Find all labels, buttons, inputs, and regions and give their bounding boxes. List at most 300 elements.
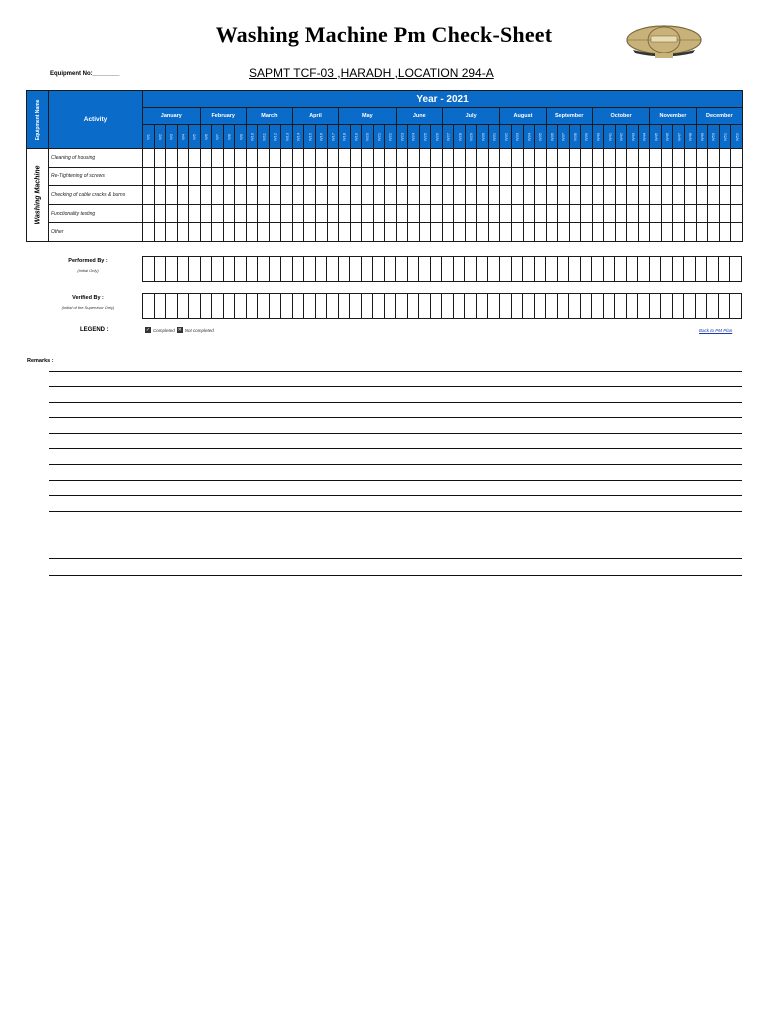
performed-initial-box[interactable] <box>523 257 535 282</box>
verified-initial-box[interactable] <box>384 294 396 319</box>
check-cell[interactable] <box>350 204 362 223</box>
check-cell[interactable] <box>708 167 720 186</box>
performed-initial-box[interactable] <box>338 257 350 282</box>
verified-initial-box[interactable] <box>281 294 293 319</box>
check-cell[interactable] <box>696 223 708 242</box>
remarks-line[interactable] <box>49 417 742 418</box>
verified-initial-box[interactable] <box>258 294 270 319</box>
equipment-number-field[interactable]: Equipment No:________ <box>50 71 120 77</box>
check-cell[interactable] <box>535 149 547 168</box>
check-cell[interactable] <box>339 186 351 205</box>
check-cell[interactable] <box>385 223 397 242</box>
check-cell[interactable] <box>258 167 270 186</box>
check-cell[interactable] <box>385 204 397 223</box>
check-cell[interactable] <box>731 167 743 186</box>
performed-initial-box[interactable] <box>258 257 270 282</box>
performed-initial-box[interactable] <box>154 257 166 282</box>
check-cell[interactable] <box>581 204 593 223</box>
check-cell[interactable] <box>731 149 743 168</box>
check-cell[interactable] <box>512 149 524 168</box>
check-cell[interactable] <box>223 186 235 205</box>
verified-initial-box[interactable] <box>246 294 258 319</box>
performed-initial-box[interactable] <box>626 257 638 282</box>
remarks-line[interactable] <box>49 386 742 387</box>
verified-initial-box[interactable] <box>361 294 373 319</box>
check-cell[interactable] <box>627 167 639 186</box>
check-cell[interactable] <box>200 186 212 205</box>
remarks-line[interactable] <box>49 371 742 372</box>
check-cell[interactable] <box>223 149 235 168</box>
check-cell[interactable] <box>454 223 466 242</box>
check-cell[interactable] <box>673 223 685 242</box>
check-cell[interactable] <box>143 223 155 242</box>
check-cell[interactable] <box>558 204 570 223</box>
check-cell[interactable] <box>431 223 443 242</box>
performed-initial-box[interactable] <box>695 257 707 282</box>
verified-initial-box[interactable] <box>580 294 592 319</box>
check-cell[interactable] <box>189 223 201 242</box>
verified-initial-box[interactable] <box>684 294 696 319</box>
check-cell[interactable] <box>408 167 420 186</box>
check-cell[interactable] <box>442 149 454 168</box>
check-cell[interactable] <box>604 186 616 205</box>
check-cell[interactable] <box>396 149 408 168</box>
remarks-line[interactable] <box>49 402 742 403</box>
check-cell[interactable] <box>431 149 443 168</box>
check-cell[interactable] <box>373 149 385 168</box>
check-cell[interactable] <box>419 167 431 186</box>
check-cell[interactable] <box>143 149 155 168</box>
performed-initial-box[interactable] <box>269 257 281 282</box>
check-cell[interactable] <box>535 186 547 205</box>
check-cell[interactable] <box>327 167 339 186</box>
check-cell[interactable] <box>189 167 201 186</box>
check-cell[interactable] <box>269 167 281 186</box>
performed-initial-box[interactable] <box>407 257 419 282</box>
verified-initial-box[interactable] <box>695 294 707 319</box>
check-cell[interactable] <box>615 167 627 186</box>
performed-initial-box[interactable] <box>350 257 362 282</box>
check-cell[interactable] <box>592 149 604 168</box>
performed-initial-box[interactable] <box>684 257 696 282</box>
verified-initial-box[interactable] <box>166 294 178 319</box>
check-cell[interactable] <box>339 204 351 223</box>
check-cell[interactable] <box>419 149 431 168</box>
check-cell[interactable] <box>546 167 558 186</box>
verified-initial-box[interactable] <box>661 294 673 319</box>
check-cell[interactable] <box>177 149 189 168</box>
performed-initial-box[interactable] <box>592 257 604 282</box>
check-cell[interactable] <box>661 204 673 223</box>
check-cell[interactable] <box>696 167 708 186</box>
check-cell[interactable] <box>500 186 512 205</box>
check-cell[interactable] <box>431 204 443 223</box>
check-cell[interactable] <box>154 149 166 168</box>
check-cell[interactable] <box>661 167 673 186</box>
check-cell[interactable] <box>212 149 224 168</box>
check-cell[interactable] <box>523 223 535 242</box>
check-cell[interactable] <box>661 223 673 242</box>
performed-initial-box[interactable] <box>488 257 500 282</box>
verified-initial-box[interactable] <box>569 294 581 319</box>
check-cell[interactable] <box>661 149 673 168</box>
check-cell[interactable] <box>327 149 339 168</box>
check-cell[interactable] <box>615 186 627 205</box>
verified-initial-box[interactable] <box>603 294 615 319</box>
verified-initial-box[interactable] <box>499 294 511 319</box>
check-cell[interactable] <box>292 204 304 223</box>
check-cell[interactable] <box>200 204 212 223</box>
check-cell[interactable] <box>281 149 293 168</box>
check-cell[interactable] <box>684 167 696 186</box>
check-cell[interactable] <box>673 149 685 168</box>
verified-initial-box[interactable] <box>430 294 442 319</box>
check-cell[interactable] <box>465 149 477 168</box>
check-cell[interactable] <box>546 223 558 242</box>
check-cell[interactable] <box>650 204 662 223</box>
check-cell[interactable] <box>350 186 362 205</box>
check-cell[interactable] <box>615 223 627 242</box>
check-cell[interactable] <box>235 223 247 242</box>
check-cell[interactable] <box>373 167 385 186</box>
check-cell[interactable] <box>731 186 743 205</box>
verified-initial-box[interactable] <box>707 294 719 319</box>
check-cell[interactable] <box>523 186 535 205</box>
check-cell[interactable] <box>200 223 212 242</box>
performed-initial-box[interactable] <box>730 257 742 282</box>
check-cell[interactable] <box>419 204 431 223</box>
check-cell[interactable] <box>523 204 535 223</box>
check-cell[interactable] <box>177 186 189 205</box>
check-cell[interactable] <box>315 167 327 186</box>
check-cell[interactable] <box>604 204 616 223</box>
check-cell[interactable] <box>235 186 247 205</box>
check-cell[interactable] <box>315 149 327 168</box>
check-cell[interactable] <box>592 167 604 186</box>
check-cell[interactable] <box>431 167 443 186</box>
performed-initial-box[interactable] <box>166 257 178 282</box>
check-cell[interactable] <box>396 167 408 186</box>
check-cell[interactable] <box>143 204 155 223</box>
check-cell[interactable] <box>650 223 662 242</box>
check-cell[interactable] <box>488 167 500 186</box>
check-cell[interactable] <box>154 167 166 186</box>
check-cell[interactable] <box>212 186 224 205</box>
verified-initial-box[interactable] <box>235 294 247 319</box>
performed-initial-box[interactable] <box>246 257 258 282</box>
verified-initial-box[interactable] <box>200 294 212 319</box>
check-cell[interactable] <box>558 186 570 205</box>
verified-initial-box[interactable] <box>154 294 166 319</box>
check-cell[interactable] <box>304 167 316 186</box>
check-cell[interactable] <box>315 204 327 223</box>
performed-initial-box[interactable] <box>649 257 661 282</box>
check-cell[interactable] <box>558 167 570 186</box>
check-cell[interactable] <box>154 186 166 205</box>
check-cell[interactable] <box>143 186 155 205</box>
check-cell[interactable] <box>408 186 420 205</box>
check-cell[interactable] <box>569 186 581 205</box>
check-cell[interactable] <box>350 149 362 168</box>
check-cell[interactable] <box>223 223 235 242</box>
back-to-pm-plan-link[interactable]: Back to PM Plan <box>699 328 733 333</box>
check-cell[interactable] <box>558 149 570 168</box>
check-cell[interactable] <box>592 186 604 205</box>
check-cell[interactable] <box>154 204 166 223</box>
performed-initial-box[interactable] <box>281 257 293 282</box>
check-cell[interactable] <box>177 223 189 242</box>
verified-initial-box[interactable] <box>212 294 224 319</box>
verified-initial-box[interactable] <box>523 294 535 319</box>
check-cell[interactable] <box>719 167 731 186</box>
check-cell[interactable] <box>673 204 685 223</box>
check-cell[interactable] <box>512 167 524 186</box>
remarks-line[interactable] <box>49 433 742 434</box>
check-cell[interactable] <box>166 223 178 242</box>
performed-initial-box[interactable] <box>396 257 408 282</box>
check-cell[interactable] <box>454 149 466 168</box>
performed-initial-box[interactable] <box>603 257 615 282</box>
check-cell[interactable] <box>304 186 316 205</box>
check-cell[interactable] <box>708 186 720 205</box>
check-cell[interactable] <box>362 149 374 168</box>
check-cell[interactable] <box>281 167 293 186</box>
verified-initial-box[interactable] <box>269 294 281 319</box>
check-cell[interactable] <box>315 223 327 242</box>
check-cell[interactable] <box>292 186 304 205</box>
check-cell[interactable] <box>523 167 535 186</box>
check-cell[interactable] <box>477 149 489 168</box>
verified-initial-box[interactable] <box>546 294 558 319</box>
remarks-line[interactable] <box>49 495 742 496</box>
check-cell[interactable] <box>569 223 581 242</box>
performed-initial-box[interactable] <box>177 257 189 282</box>
check-cell[interactable] <box>650 167 662 186</box>
check-cell[interactable] <box>719 149 731 168</box>
check-cell[interactable] <box>258 186 270 205</box>
performed-initial-box[interactable] <box>419 257 431 282</box>
verified-initial-box[interactable] <box>672 294 684 319</box>
check-cell[interactable] <box>696 204 708 223</box>
remarks-line[interactable] <box>49 558 742 559</box>
verified-initial-box[interactable] <box>730 294 742 319</box>
check-cell[interactable] <box>684 223 696 242</box>
check-cell[interactable] <box>558 223 570 242</box>
performed-initial-box[interactable] <box>638 257 650 282</box>
check-cell[interactable] <box>292 223 304 242</box>
check-cell[interactable] <box>408 204 420 223</box>
performed-initial-box[interactable] <box>453 257 465 282</box>
performed-initial-box[interactable] <box>615 257 627 282</box>
check-cell[interactable] <box>212 167 224 186</box>
verified-initial-box[interactable] <box>315 294 327 319</box>
verified-initial-box[interactable] <box>718 294 730 319</box>
check-cell[interactable] <box>419 186 431 205</box>
check-cell[interactable] <box>592 223 604 242</box>
performed-initial-box[interactable] <box>557 257 569 282</box>
check-cell[interactable] <box>177 204 189 223</box>
check-cell[interactable] <box>477 167 489 186</box>
check-cell[interactable] <box>535 204 547 223</box>
check-cell[interactable] <box>604 149 616 168</box>
performed-initial-box[interactable] <box>442 257 454 282</box>
performed-initial-box[interactable] <box>718 257 730 282</box>
verified-initial-box[interactable] <box>511 294 523 319</box>
performed-initial-box[interactable] <box>511 257 523 282</box>
check-cell[interactable] <box>189 204 201 223</box>
check-cell[interactable] <box>604 223 616 242</box>
check-cell[interactable] <box>500 223 512 242</box>
check-cell[interactable] <box>200 149 212 168</box>
check-cell[interactable] <box>627 149 639 168</box>
verified-initial-box[interactable] <box>638 294 650 319</box>
check-cell[interactable] <box>731 223 743 242</box>
check-cell[interactable] <box>246 223 258 242</box>
remarks-line[interactable] <box>49 464 742 465</box>
performed-initial-box[interactable] <box>304 257 316 282</box>
check-cell[interactable] <box>235 204 247 223</box>
check-cell[interactable] <box>684 149 696 168</box>
verified-initial-box[interactable] <box>223 294 235 319</box>
performed-initial-box[interactable] <box>373 257 385 282</box>
check-cell[interactable] <box>581 167 593 186</box>
performed-initial-box[interactable] <box>499 257 511 282</box>
performed-initial-box[interactable] <box>569 257 581 282</box>
remarks-line[interactable] <box>49 480 742 481</box>
check-cell[interactable] <box>269 149 281 168</box>
check-cell[interactable] <box>650 149 662 168</box>
check-cell[interactable] <box>304 149 316 168</box>
check-cell[interactable] <box>327 223 339 242</box>
check-cell[interactable] <box>200 167 212 186</box>
check-cell[interactable] <box>512 204 524 223</box>
check-cell[interactable] <box>581 149 593 168</box>
check-cell[interactable] <box>177 167 189 186</box>
check-cell[interactable] <box>292 149 304 168</box>
check-cell[interactable] <box>373 204 385 223</box>
check-cell[interactable] <box>638 223 650 242</box>
verified-initial-box[interactable] <box>534 294 546 319</box>
performed-initial-box[interactable] <box>546 257 558 282</box>
verified-initial-box[interactable] <box>304 294 316 319</box>
check-cell[interactable] <box>592 204 604 223</box>
check-cell[interactable] <box>627 186 639 205</box>
check-cell[interactable] <box>523 149 535 168</box>
verified-initial-box[interactable] <box>189 294 201 319</box>
check-cell[interactable] <box>281 223 293 242</box>
verified-initial-box[interactable] <box>488 294 500 319</box>
check-cell[interactable] <box>223 167 235 186</box>
check-cell[interactable] <box>569 204 581 223</box>
check-cell[interactable] <box>477 186 489 205</box>
check-cell[interactable] <box>419 223 431 242</box>
check-cell[interactable] <box>546 204 558 223</box>
check-cell[interactable] <box>246 167 258 186</box>
check-cell[interactable] <box>500 204 512 223</box>
check-cell[interactable] <box>258 223 270 242</box>
check-cell[interactable] <box>143 167 155 186</box>
check-cell[interactable] <box>281 204 293 223</box>
performed-initial-box[interactable] <box>476 257 488 282</box>
check-cell[interactable] <box>362 186 374 205</box>
check-cell[interactable] <box>154 223 166 242</box>
check-cell[interactable] <box>708 204 720 223</box>
verified-initial-box[interactable] <box>338 294 350 319</box>
check-cell[interactable] <box>246 149 258 168</box>
performed-initial-box[interactable] <box>580 257 592 282</box>
check-cell[interactable] <box>442 204 454 223</box>
check-cell[interactable] <box>627 223 639 242</box>
performed-initial-box[interactable] <box>212 257 224 282</box>
check-cell[interactable] <box>477 223 489 242</box>
check-cell[interactable] <box>166 167 178 186</box>
check-cell[interactable] <box>465 204 477 223</box>
check-cell[interactable] <box>465 167 477 186</box>
check-cell[interactable] <box>581 223 593 242</box>
check-cell[interactable] <box>281 186 293 205</box>
check-cell[interactable] <box>408 223 420 242</box>
check-cell[interactable] <box>684 186 696 205</box>
verified-initial-box[interactable] <box>649 294 661 319</box>
check-cell[interactable] <box>373 223 385 242</box>
check-cell[interactable] <box>719 204 731 223</box>
check-cell[interactable] <box>362 167 374 186</box>
check-cell[interactable] <box>488 186 500 205</box>
verified-initial-box[interactable] <box>419 294 431 319</box>
check-cell[interactable] <box>465 223 477 242</box>
performed-initial-box[interactable] <box>143 257 155 282</box>
verified-initial-box[interactable] <box>626 294 638 319</box>
check-cell[interactable] <box>327 186 339 205</box>
verified-initial-box[interactable] <box>373 294 385 319</box>
verified-initial-box[interactable] <box>350 294 362 319</box>
performed-initial-box[interactable] <box>235 257 247 282</box>
check-cell[interactable] <box>189 149 201 168</box>
check-cell[interactable] <box>512 223 524 242</box>
check-cell[interactable] <box>696 186 708 205</box>
verified-initial-box[interactable] <box>557 294 569 319</box>
check-cell[interactable] <box>454 167 466 186</box>
verified-initial-box[interactable] <box>292 294 304 319</box>
check-cell[interactable] <box>477 204 489 223</box>
check-cell[interactable] <box>385 186 397 205</box>
verified-initial-box[interactable] <box>327 294 339 319</box>
check-cell[interactable] <box>166 204 178 223</box>
check-cell[interactable] <box>684 204 696 223</box>
check-cell[interactable] <box>223 204 235 223</box>
check-cell[interactable] <box>396 186 408 205</box>
verified-initial-box[interactable] <box>177 294 189 319</box>
check-cell[interactable] <box>569 149 581 168</box>
verified-initial-box[interactable] <box>442 294 454 319</box>
performed-initial-box[interactable] <box>200 257 212 282</box>
check-cell[interactable] <box>581 186 593 205</box>
performed-initial-box[interactable] <box>292 257 304 282</box>
check-cell[interactable] <box>362 204 374 223</box>
check-cell[interactable] <box>212 204 224 223</box>
check-cell[interactable] <box>269 186 281 205</box>
performed-initial-box[interactable] <box>707 257 719 282</box>
check-cell[interactable] <box>292 167 304 186</box>
check-cell[interactable] <box>546 149 558 168</box>
check-cell[interactable] <box>304 223 316 242</box>
check-cell[interactable] <box>708 223 720 242</box>
check-cell[interactable] <box>500 167 512 186</box>
check-cell[interactable] <box>638 204 650 223</box>
check-cell[interactable] <box>661 186 673 205</box>
check-cell[interactable] <box>708 149 720 168</box>
verified-initial-box[interactable] <box>143 294 155 319</box>
